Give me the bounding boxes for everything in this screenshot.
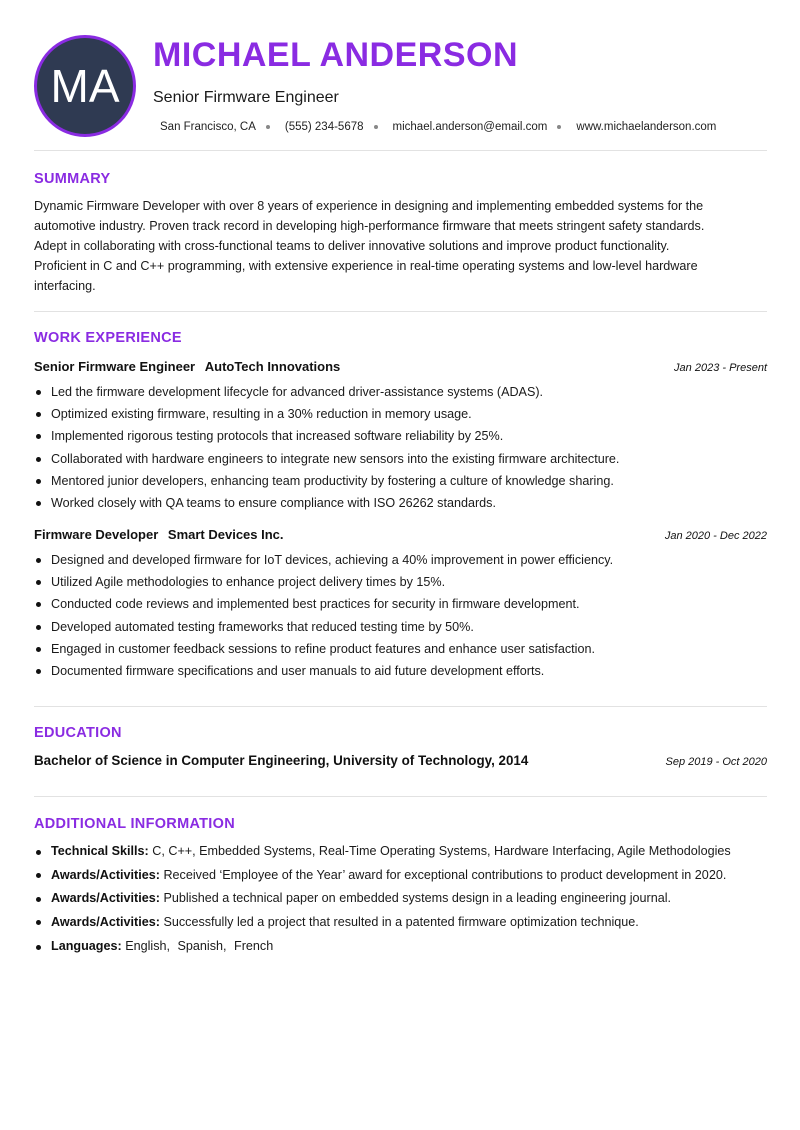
list-item bbox=[34, 425, 767, 447]
language-item: English, bbox=[125, 939, 170, 954]
bullet-text: Collaborated with hardware engineers to integrate new sensors into the existing firmware architecture. bbox=[51, 451, 620, 466]
summary-line: Proficient in C and C++ programming, with extensive experience in real-time operating systems and low-level hardware bbox=[34, 259, 698, 273]
list-item bbox=[34, 935, 774, 959]
education-heading: EDUCATION bbox=[34, 725, 122, 741]
list-item bbox=[34, 660, 767, 682]
list-item bbox=[34, 549, 767, 571]
divider bbox=[34, 150, 767, 151]
bullet-dot bbox=[36, 873, 41, 878]
info-label: Awards/Activities: bbox=[51, 914, 160, 929]
languages-label: Languages: bbox=[51, 939, 122, 954]
job-bullets bbox=[34, 549, 767, 682]
work-experience-heading: WORK EXPERIENCE bbox=[34, 330, 182, 346]
job-dates: Jan 2023 - Present bbox=[674, 362, 767, 374]
list-item bbox=[34, 470, 767, 492]
candidate-title: Senior Firmware Engineer bbox=[153, 89, 339, 106]
additional-info-list bbox=[34, 840, 774, 959]
info-text: Published a technical paper on embedded systems design in a leading engineering journal. bbox=[163, 891, 672, 906]
bullet-dot bbox=[36, 501, 41, 506]
separator-dot bbox=[374, 125, 378, 129]
list-item bbox=[34, 638, 767, 660]
list-item bbox=[34, 840, 774, 864]
avatar-initials: MA bbox=[50, 60, 120, 112]
list-item bbox=[34, 616, 767, 638]
job-title-line bbox=[34, 527, 284, 542]
bullet-dot bbox=[36, 647, 41, 652]
summary-line: automotive industry. Proven track record in developing high-performance firmware that meets stringent safety standards. bbox=[34, 219, 705, 233]
contact-location: San Francisco, CA bbox=[160, 121, 256, 133]
summary-line: Adept in collaborating with cross-functional teams to deliver innovative solutions and improve product functionality. bbox=[34, 239, 670, 253]
avatar bbox=[34, 35, 136, 137]
list-item bbox=[34, 448, 767, 470]
summary-line: Dynamic Firmware Developer with over 8 years of experience in designing and implementing embedded systems for the bbox=[34, 199, 704, 213]
separator-dot bbox=[557, 125, 561, 129]
job-company: AutoTech Innovations bbox=[204, 359, 341, 374]
bullet-dot bbox=[36, 457, 41, 462]
candidate-name: MICHAEL ANDERSON bbox=[153, 36, 519, 74]
list-item bbox=[34, 911, 774, 935]
bullet-dot bbox=[36, 434, 41, 439]
contact-website[interactable]: www.michaelanderson.com bbox=[576, 121, 717, 133]
divider bbox=[34, 311, 767, 312]
job-header bbox=[34, 359, 767, 374]
divider bbox=[34, 706, 767, 707]
list-item bbox=[34, 492, 767, 514]
bullet-text: Conducted code reviews and implemented best practices for security in firmware development. bbox=[51, 597, 580, 612]
bullet-dot bbox=[36, 850, 41, 855]
list-item bbox=[34, 887, 774, 911]
list-item bbox=[34, 403, 767, 425]
info-text: Successfully led a project that resulted in a patented firmware optimization technique. bbox=[163, 914, 639, 929]
bullet-text: Optimized existing firmware, resulting in a 30% reduction in memory usage. bbox=[51, 407, 472, 422]
list-item bbox=[34, 593, 767, 615]
list-item bbox=[34, 864, 774, 888]
info-label: Technical Skills: bbox=[51, 844, 149, 858]
bullet-text: Documented firmware specifications and user manuals to aid future development efforts. bbox=[51, 664, 545, 679]
education-dates: Sep 2019 - Oct 2020 bbox=[665, 756, 767, 768]
job-header bbox=[34, 527, 767, 542]
bullet-text: Led the firmware development lifecycle for advanced driver-assistance systems (ADAS). bbox=[51, 385, 544, 399]
bullet-text: Designed and developed firmware for IoT devices, achieving a 40% improvement in power efficiency. bbox=[51, 553, 614, 567]
divider bbox=[34, 796, 767, 797]
language-item: French bbox=[234, 939, 274, 954]
job-title: Senior Firmware Engineer bbox=[34, 359, 196, 374]
education-degree: Bachelor of Science in Computer Engineering, University of Technology, 2014 bbox=[34, 753, 529, 768]
bullet-dot bbox=[36, 602, 41, 607]
bullet-dot bbox=[36, 920, 41, 925]
list-item bbox=[34, 571, 767, 593]
info-label: Awards/Activities: bbox=[51, 891, 160, 906]
additional-info-heading: ADDITIONAL INFORMATION bbox=[34, 816, 235, 832]
info-label: Awards/Activities: bbox=[51, 867, 160, 882]
job-bullets bbox=[34, 381, 767, 514]
bullet-dot bbox=[36, 580, 41, 585]
job-company: Smart Devices Inc. bbox=[167, 527, 284, 542]
info-text: C, C++, Embedded Systems, Real-Time Operating Systems, Hardware Interfacing, Agile Methodologies bbox=[152, 844, 731, 858]
bullet-text: Worked closely with QA teams to ensure compliance with ISO 26262 standards. bbox=[51, 496, 496, 511]
separator-dot bbox=[266, 125, 270, 129]
bullet-dot bbox=[36, 945, 41, 950]
bullet-text: Developed automated testing frameworks that reduced testing time by 50%. bbox=[51, 619, 474, 634]
bullet-dot bbox=[36, 897, 41, 902]
contact-phone[interactable]: (555) 234-5678 bbox=[284, 121, 364, 133]
summary-heading: SUMMARY bbox=[34, 171, 111, 187]
education-entry bbox=[34, 753, 767, 768]
bullet-dot bbox=[36, 479, 41, 484]
info-text: Received ‘Employee of the Year’ award for exceptional contributions to product development in 2020. bbox=[163, 867, 727, 882]
language-item: Spanish, bbox=[177, 939, 227, 954]
job-dates: Jan 2020 - Dec 2022 bbox=[664, 530, 767, 542]
job-title: Firmware Developer bbox=[34, 527, 159, 542]
list-item bbox=[34, 381, 767, 403]
summary-text bbox=[34, 196, 769, 296]
bullet-dot bbox=[36, 558, 41, 563]
bullet-dot bbox=[36, 625, 41, 630]
summary-line: interfacing. bbox=[34, 279, 96, 293]
contact-email[interactable]: michael.anderson@email.com bbox=[392, 121, 548, 133]
bullet-text: Utilized Agile methodologies to enhance project delivery times by 15%. bbox=[51, 575, 446, 590]
bullet-text: Engaged in customer feedback sessions to refine product features and enhance user satisfaction. bbox=[51, 641, 595, 656]
contact-line bbox=[160, 121, 716, 133]
job-title-line bbox=[34, 359, 340, 374]
bullet-dot bbox=[36, 669, 41, 674]
bullet-dot bbox=[36, 390, 41, 395]
bullet-dot bbox=[36, 412, 41, 417]
bullet-text: Mentored junior developers, enhancing team productivity by fostering a culture of knowledge sharing. bbox=[51, 473, 614, 488]
bullet-text: Implemented rigorous testing protocols that increased software reliability by 25%. bbox=[51, 429, 504, 444]
